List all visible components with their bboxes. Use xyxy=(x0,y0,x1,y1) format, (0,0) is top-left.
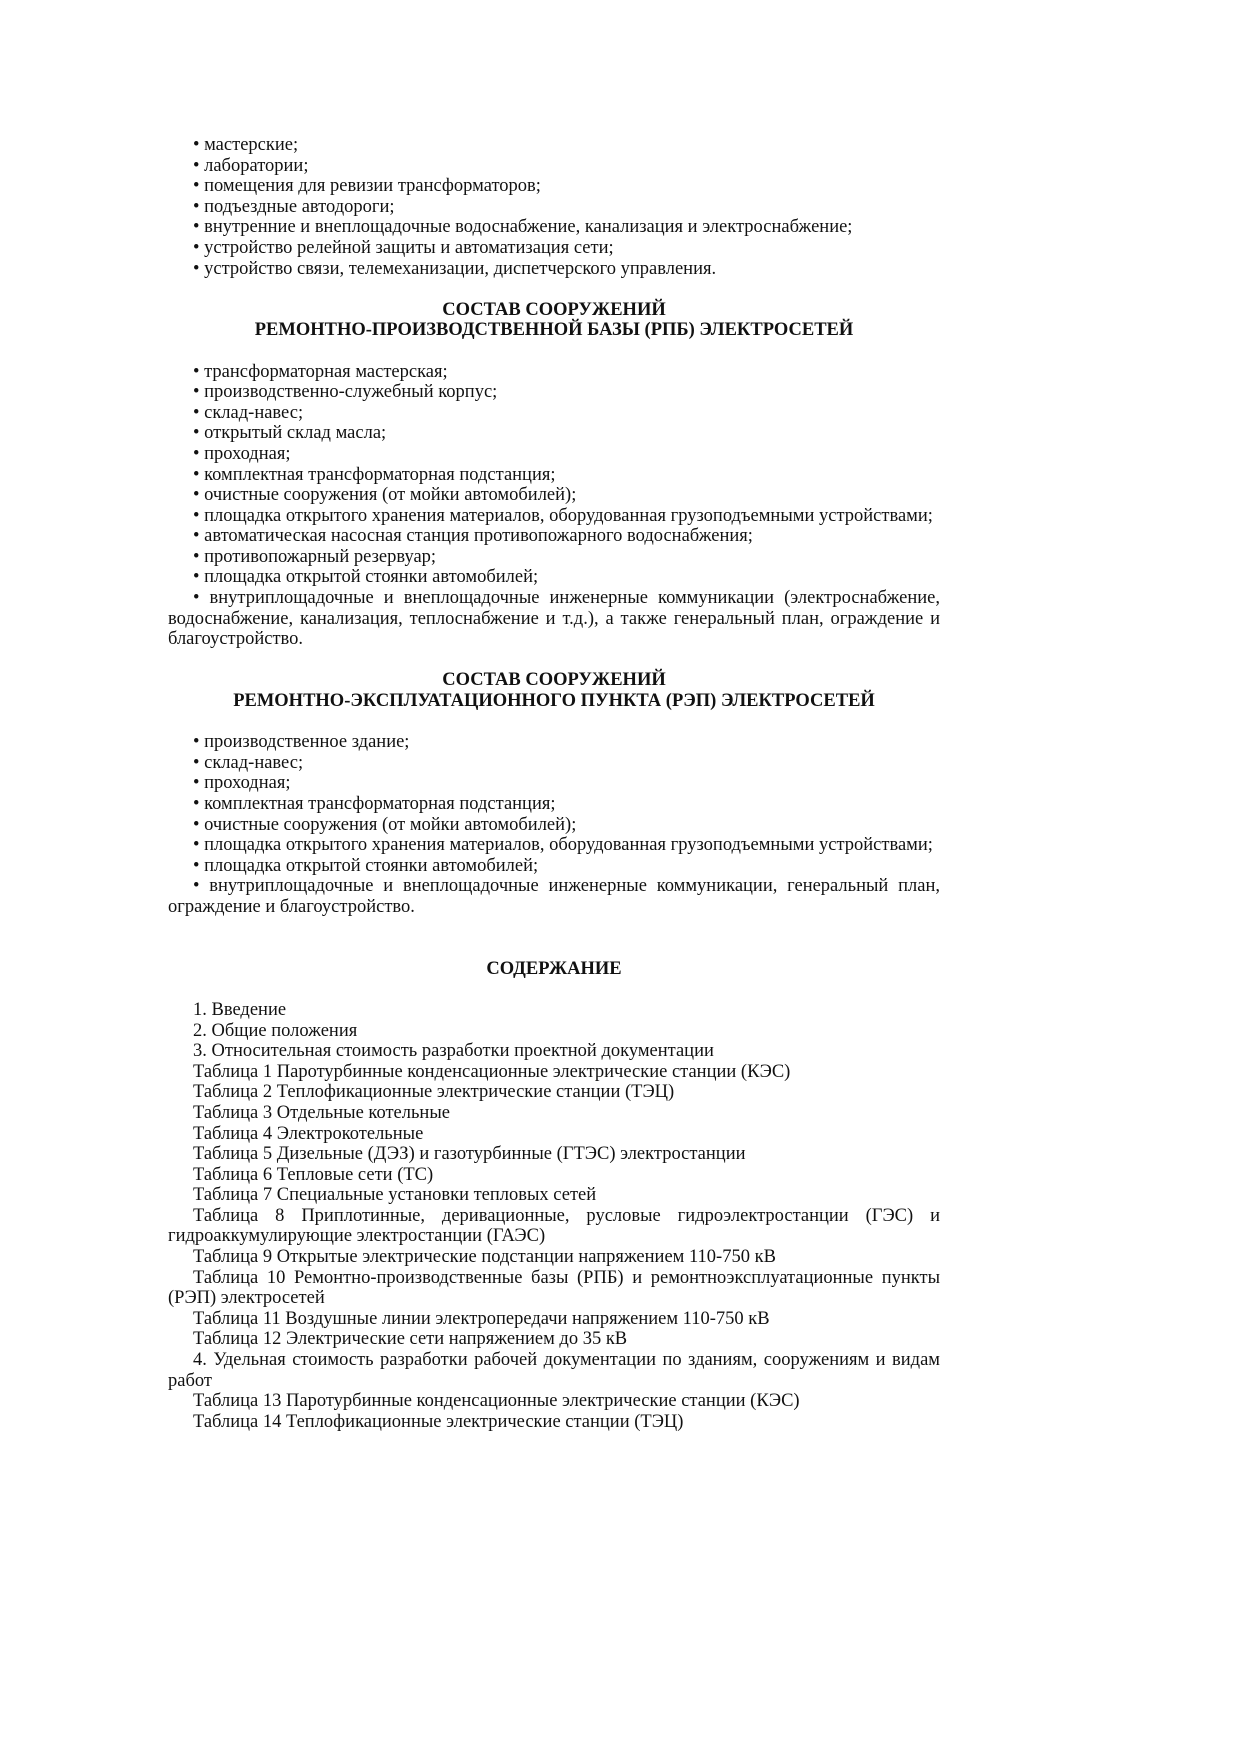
facilities-list xyxy=(168,135,940,279)
toc-item: Таблица 11 Воздушные линии электропередачи напряжением 110-750 кВ xyxy=(193,1308,770,1329)
list-item: • внутриплощадочные и внеплощадочные инженерные коммуникации, генеральный план, ограждение и благоустройство. xyxy=(168,876,940,917)
list-item: • площадка открытого хранения материалов, оборудованная грузоподъемными устройствами; xyxy=(193,835,933,856)
toc-item: Таблица 5 Дизельные (ДЭЗ) и газотурбинные (ГТЭС) электростанции xyxy=(193,1144,746,1165)
list-item: • мастерские; xyxy=(193,135,299,155)
heading-line: РЕМОНТНО-ЭКСПЛУАТАЦИОННОГО ПУНКТА (РЭП) ЭЛЕКТРОСЕТЕЙ xyxy=(233,691,875,712)
toc-item: Таблица 8 Приплотинные, деривационные, русловые гидроэлектростанции (ГЭС) и гидроаккумулирующие электростанции (ГАЭС) xyxy=(168,1205,940,1247)
toc-item: Таблица 4 Электрокотельные xyxy=(193,1123,424,1144)
list-item: • площадка открытого хранения материалов, оборудованная грузоподъемными устройствами; xyxy=(193,505,933,526)
toc-item: Таблица 10 Ремонтно-производственные базы (РПБ) и ремонтноэксплуатационные пункты (РЭП) электросетей xyxy=(168,1267,940,1309)
toc-item: Таблица 12 Электрические сети напряжением до 35 кВ xyxy=(193,1329,628,1350)
list-item: • склад-навес; xyxy=(193,402,304,423)
section-heading-rep xyxy=(168,670,940,711)
list-item: • склад-навес; xyxy=(193,752,304,773)
toc-item: Таблица 3 Отдельные котельные xyxy=(193,1102,450,1123)
list-item: • площадка открытой стоянки автомобилей; xyxy=(193,567,539,588)
list-item: • очистные сооружения (от мойки автомобилей); xyxy=(193,485,577,506)
list-item: • открытый склад масла; xyxy=(193,423,387,444)
rpb-structures-list xyxy=(168,362,940,650)
toc-item: 1. Введение xyxy=(193,999,287,1020)
toc-item: Таблица 9 Открытые электрические подстанции напряжением 110-750 кВ xyxy=(193,1247,776,1268)
list-item: • площадка открытой стоянки автомобилей; xyxy=(193,855,539,876)
toc-item: Таблица 14 Теплофикационные электрические станции (ТЭЦ) xyxy=(193,1411,684,1432)
toc-item: 3. Относительная стоимость разработки проектной документации xyxy=(193,1041,714,1062)
toc-item: 4. Удельная стоимость разработки рабочей документации по зданиям, сооружениям и видам работ xyxy=(168,1350,940,1391)
toc-item: Таблица 13 Паротурбинные конденсационные электрические станции (КЭС) xyxy=(193,1391,800,1412)
toc-item: 2. Общие положения xyxy=(193,1020,358,1041)
toc-item: Таблица 7 Специальные установки тепловых сетей xyxy=(193,1185,597,1206)
toc-item: Таблица 2 Теплофикационные электрические станции (ТЭЦ) xyxy=(193,1082,675,1103)
list-item: • комплектная трансформаторная подстанция; xyxy=(193,794,556,814)
list-item: • очистные сооружения (от мойки автомобилей); xyxy=(193,814,577,835)
list-item: • проходная; xyxy=(193,443,291,464)
list-item: • проходная; xyxy=(193,773,291,794)
list-item: • устройство релейной защиты и автоматизация сети; xyxy=(193,237,614,258)
heading-line: СОСТАВ СООРУЖЕНИЙ xyxy=(442,670,666,691)
toc-list xyxy=(168,1000,940,1432)
toc-title: СОДЕРЖАНИЕ xyxy=(486,958,622,979)
list-item: • производственно-служебный корпус; xyxy=(193,382,498,403)
rep-structures-list xyxy=(168,732,940,917)
list-item: • автоматическая насосная станция противопожарного водоснабжения; xyxy=(193,526,753,547)
list-item: • подъездные автодороги; xyxy=(193,196,395,217)
list-item: • лаборатории; xyxy=(193,155,309,176)
section-heading-rpb xyxy=(168,300,940,341)
heading-line: РЕМОНТНО-ПРОИЗВОДСТВЕННОЙ БАЗЫ (РПБ) ЭЛЕКТРОСЕТЕЙ xyxy=(254,320,854,341)
list-item: • внутренние и внеплощадочные водоснабжение, канализация и электроснабжение; xyxy=(193,217,853,238)
list-item: • противопожарный резервуар; xyxy=(193,546,437,567)
document-page xyxy=(168,135,940,1432)
list-item: • трансформаторная мастерская; xyxy=(193,361,448,382)
list-item: • производственное здание; xyxy=(193,732,410,753)
list-item: • внутриплощадочные и внеплощадочные инженерные коммуникации (электроснабжение, водоснабжение, канализация, теплоснабжение и т.д.), а также генеральный план, ограждение и благоустройство. xyxy=(168,588,940,650)
toc-item: Таблица 6 Тепловые сети (ТС) xyxy=(193,1164,434,1185)
list-item: • комплектная трансформаторная подстанция; xyxy=(193,464,556,485)
list-item: • помещения для ревизии трансформаторов; xyxy=(193,176,541,197)
toc-item: Таблица 1 Паротурбинные конденсационные электрические станции (КЭС) xyxy=(193,1061,791,1082)
heading-line: СОСТАВ СООРУЖЕНИЙ xyxy=(442,299,666,320)
list-item: • устройство связи, телемеханизации, диспетчерского управления. xyxy=(193,258,717,279)
